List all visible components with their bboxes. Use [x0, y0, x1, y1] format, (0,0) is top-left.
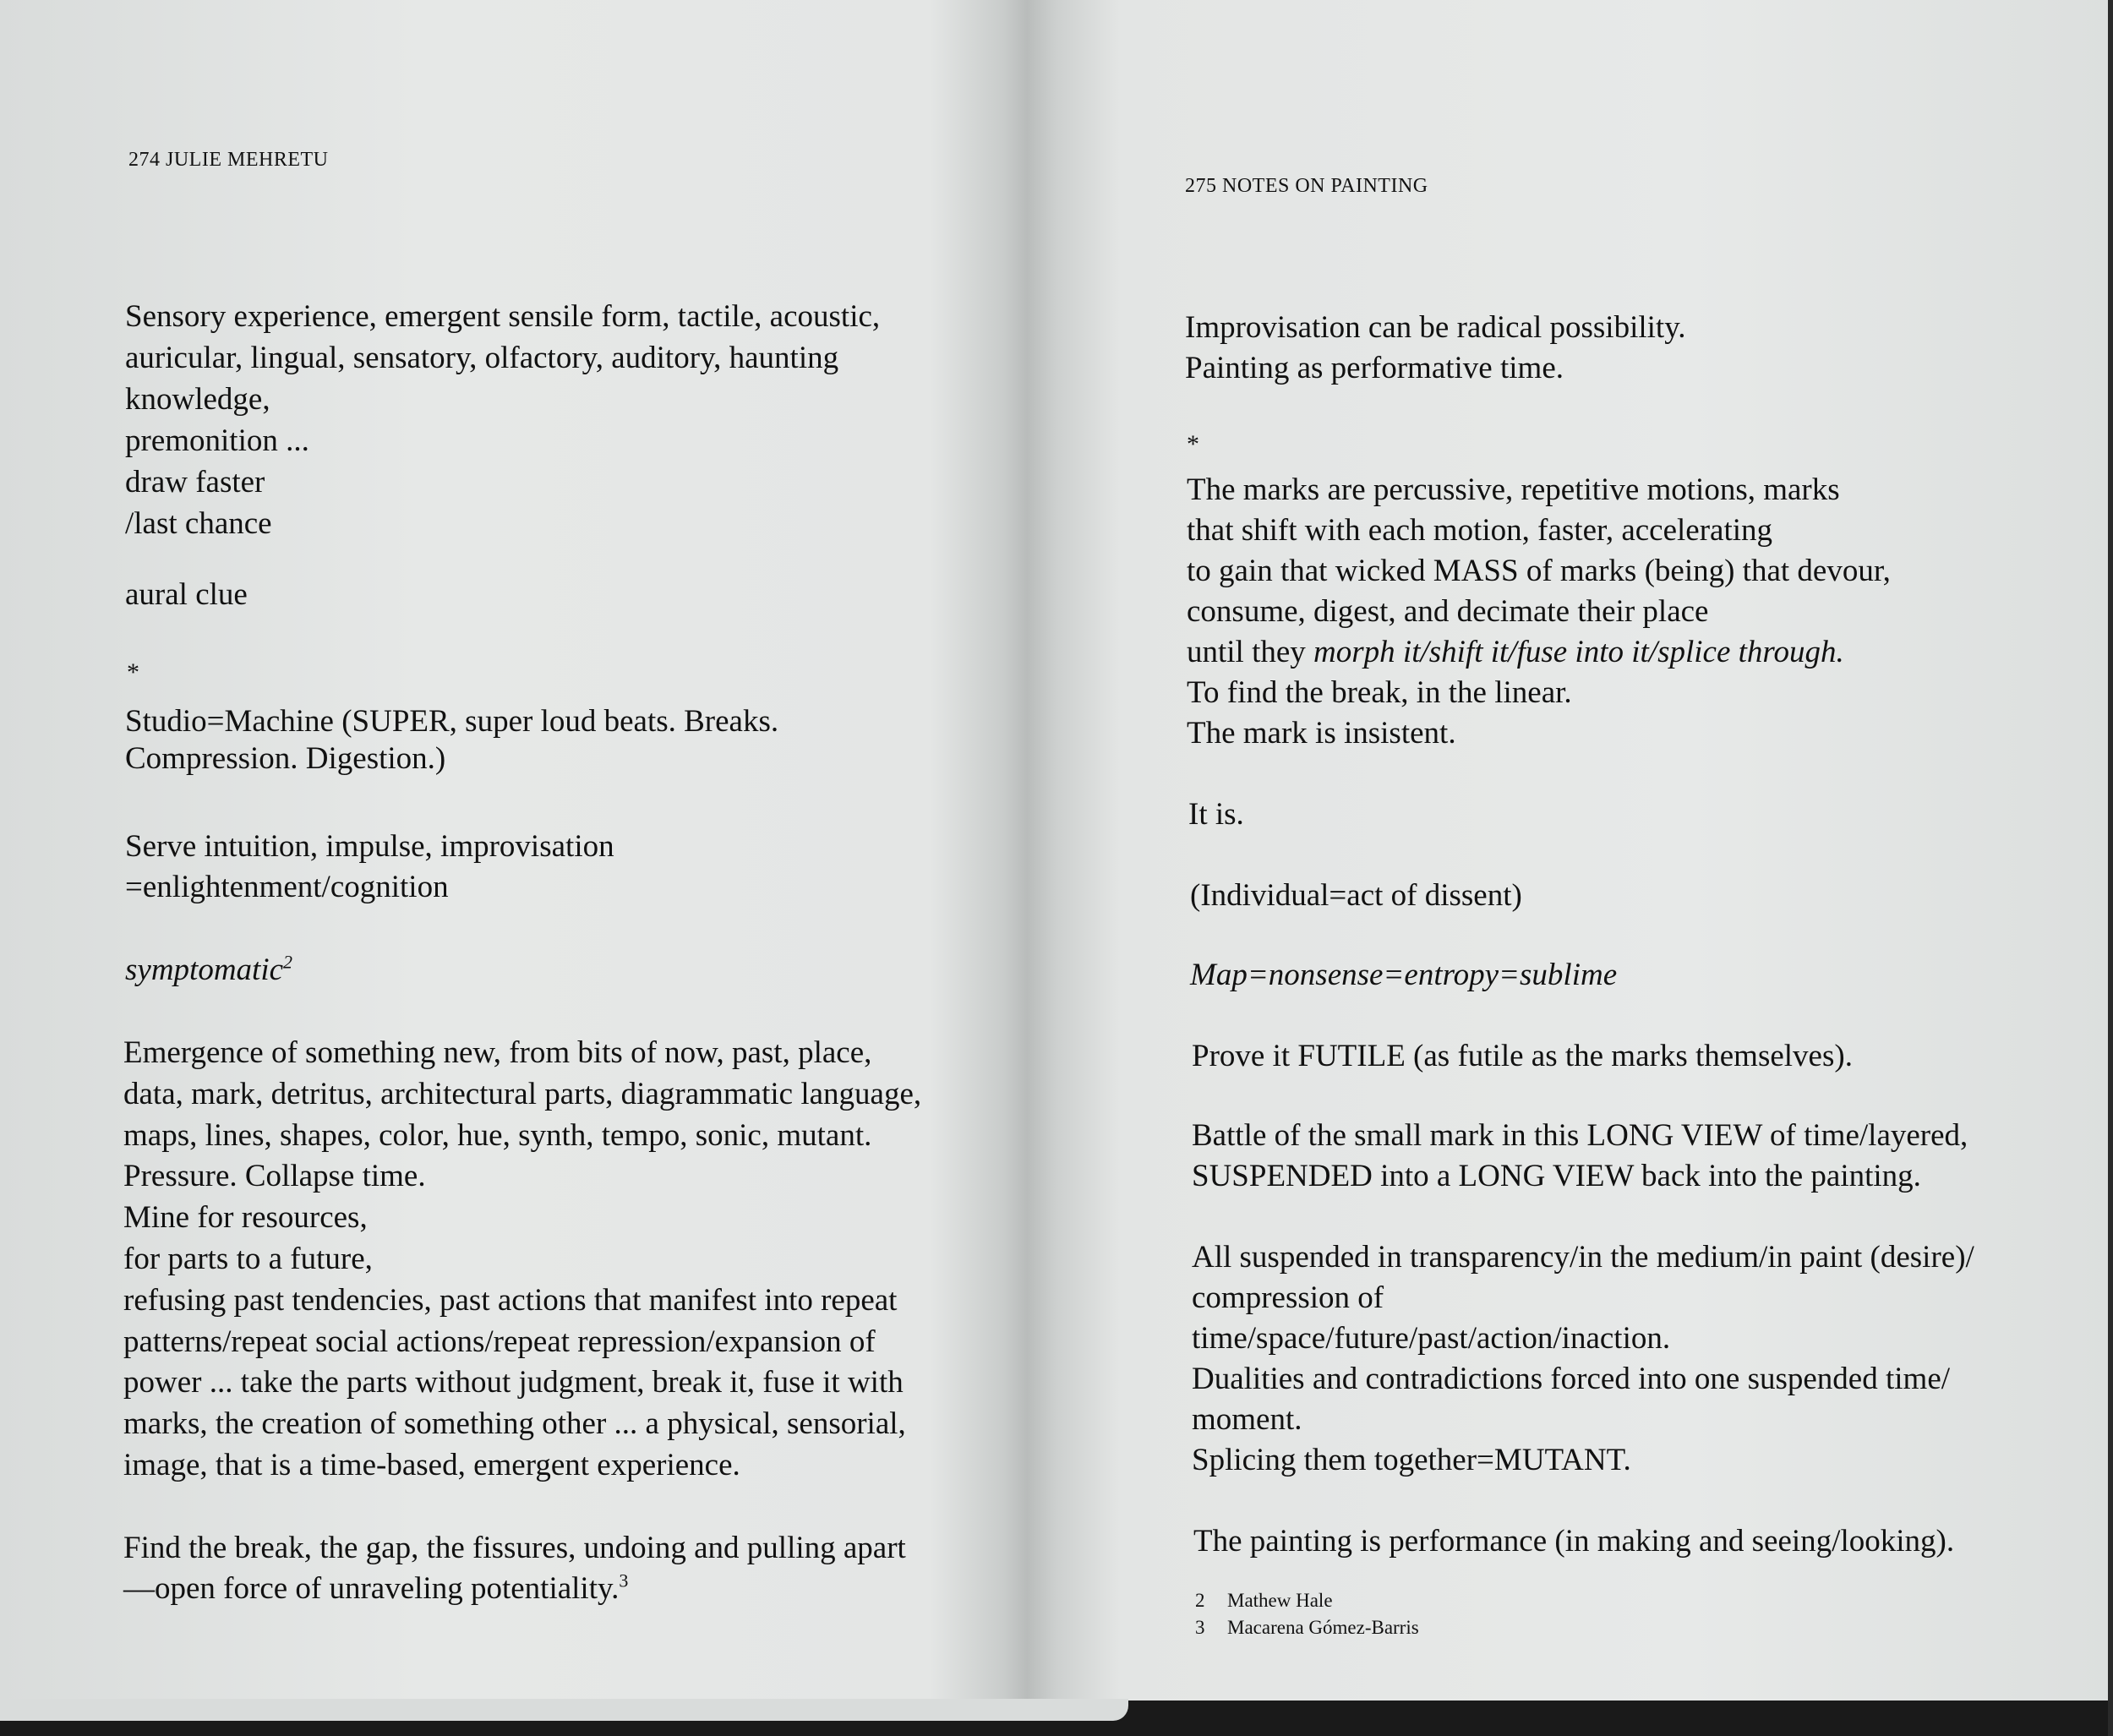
- text-line: The mark is insistent.: [1187, 716, 1456, 751]
- text-line: Compression. Digestion.): [125, 741, 446, 776]
- text-line: data, mark, detritus, architectural parts, diagrammatic language,: [123, 1076, 922, 1111]
- text-line: auricular, lingual, sensatory, olfactory, auditory, haunting: [125, 341, 839, 375]
- until-prefix: until they: [1187, 635, 1314, 669]
- text-line: maps, lines, shapes, color, hue, synth, tempo, sonic, mutant.: [123, 1117, 872, 1153]
- text-line: Improvisation can be radical possibility.: [1185, 310, 1686, 345]
- text-line-mixed: [1187, 632, 1891, 673]
- right-paragraph-performance: [1193, 1521, 1954, 1562]
- text-line: Serve intuition, impulse, improvisation: [125, 829, 614, 864]
- text-line: time/space/future/past/action/inaction.: [1192, 1321, 1671, 1356]
- text-line: refusing past tendencies, past actions that manifest into repeat: [123, 1282, 898, 1318]
- text-line: consume, digest, and decimate their place: [1187, 594, 1709, 629]
- footnote-number: 2: [1195, 1590, 1205, 1611]
- text-line: It is.: [1188, 797, 1244, 832]
- text-line: knowledge,: [125, 382, 270, 417]
- right-paragraph-futile: [1192, 1036, 1853, 1077]
- until-italic: morph it/shift it/fuse into it/splice through.: [1313, 635, 1844, 669]
- text-line: moment.: [1192, 1402, 1302, 1437]
- footnote-ref: 2: [283, 951, 293, 973]
- footnotes: [1195, 1587, 1419, 1641]
- text-line: that shift with each motion, faster, accelerating: [1187, 513, 1773, 548]
- text-line: for parts to a future,: [123, 1241, 373, 1276]
- text-line: All suspended in transparency/in the medium/in paint (desire)/: [1192, 1240, 1974, 1275]
- left-running-head: 274 JULIE MEHRETU: [128, 149, 329, 171]
- text-line: aural clue: [125, 577, 248, 612]
- text-line: SUSPENDED into a LONG VIEW back into the painting.: [1192, 1159, 1921, 1193]
- right-running-head: 275 NOTES ON PAINTING: [1185, 175, 1428, 197]
- text-line: Dualities and contradictions forced into one suspended time/: [1192, 1362, 1951, 1396]
- text-line: To find the break, in the linear.: [1187, 675, 1572, 710]
- text-line: /last chance: [125, 506, 272, 541]
- right-paragraph-it-is: [1188, 794, 1244, 835]
- asterisk: *: [1187, 430, 1199, 458]
- left-paragraph-studio: [125, 703, 778, 778]
- text-line: =enlightenment/cognition: [125, 870, 449, 904]
- text-line: draw faster: [125, 465, 265, 500]
- text-line: Mine for resources,: [123, 1200, 368, 1236]
- right-paragraph-battle: [1192, 1116, 1968, 1197]
- symptomatic-text: symptomatic: [125, 953, 284, 987]
- footnote-3: [1195, 1614, 1419, 1641]
- text-line: (Individual=act of dissent): [1190, 878, 1522, 913]
- text-line: Painting as performative time.: [1185, 351, 1564, 385]
- footnote-text: Mathew Hale: [1227, 1590, 1333, 1611]
- right-paragraph-individual: [1190, 876, 1522, 916]
- potentiality-text: —open force of unraveling potentiality.: [123, 1571, 620, 1606]
- left-asterisk-divider: [127, 652, 139, 693]
- right-paragraph-marks: [1187, 470, 1891, 754]
- page-bottom-edge: [0, 1699, 1128, 1721]
- right-asterisk-divider: [1187, 424, 1199, 465]
- right-paragraph-improvisation: [1185, 308, 1686, 389]
- text-line: The marks are percussive, repetitive motions, marks: [1187, 472, 1840, 507]
- footnote-text: Macarena Gómez-Barris: [1227, 1617, 1419, 1638]
- text-line: patterns/repeat social actions/repeat repression/expansion of: [123, 1324, 876, 1359]
- text-line: premonition ...: [125, 423, 309, 458]
- left-paragraph-emergence: [123, 1033, 921, 1487]
- text-line: The painting is performance (in making and seeing/looking).: [1193, 1524, 1955, 1559]
- footnote-ref: 3: [619, 1569, 629, 1591]
- text-line: power ... take the parts without judgment, break it, fuse it with: [123, 1365, 904, 1400]
- right-paragraph-map: [1190, 955, 1617, 996]
- asterisk: *: [127, 658, 139, 686]
- text-line: Sensory experience, emergent sensile form, tactile, acoustic,: [125, 299, 881, 334]
- left-paragraph-find-break: [123, 1528, 906, 1609]
- text-line: Emergence of something new, from bits of now, past, place,: [123, 1035, 872, 1070]
- text-line: Find the break, the gap, the fissures, undoing and pulling apart: [123, 1531, 906, 1565]
- text-line: marks, the creation of something other ... a physical, sensorial,: [123, 1406, 906, 1442]
- left-paragraph-serve: [125, 827, 614, 908]
- text-line: Pressure. Collapse time.: [123, 1159, 426, 1194]
- left-paragraph-symptomatic: [125, 950, 292, 991]
- text-line: to gain that wicked MASS of marks (being) that devour,: [1187, 554, 1891, 588]
- text-line: Battle of the small mark in this LONG VIEW of time/layered,: [1192, 1118, 1968, 1153]
- right-paragraph-suspended: [1192, 1237, 1974, 1481]
- footnote-2: [1195, 1587, 1419, 1614]
- text-line: Studio=Machine (SUPER, super loud beats. Breaks.: [125, 704, 779, 739]
- text-line: Map=nonsense=entropy=sublime: [1190, 958, 1618, 992]
- text-line: image, that is a time-based, emergent experience.: [123, 1447, 740, 1482]
- left-paragraph-sensory: [125, 296, 880, 544]
- text-line: Splicing them together=MUTANT.: [1192, 1443, 1631, 1477]
- text-line: Prove it FUTILE (as futile as the marks themselves).: [1192, 1039, 1853, 1073]
- left-paragraph-aural: [125, 575, 248, 615]
- footnote-number: 3: [1195, 1617, 1205, 1638]
- text-line: compression of: [1192, 1280, 1384, 1315]
- page-right-edge: [2108, 0, 2113, 1736]
- text-line-with-footnote: [123, 1569, 906, 1609]
